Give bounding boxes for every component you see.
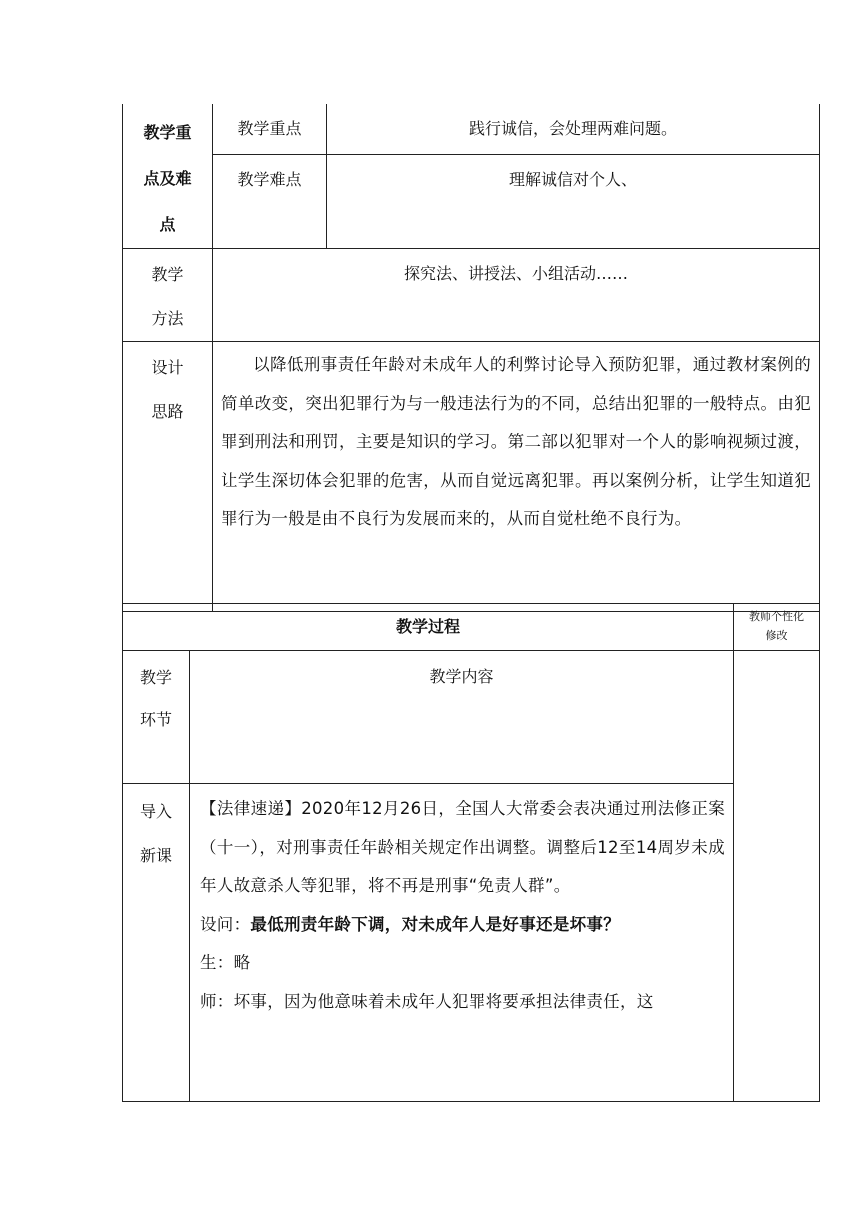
method-label: 教学方法 [123,249,213,342]
design-value [213,342,820,612]
question-prefix: 设问： [200,914,251,934]
legal-news-paragraph: 【法律速递】2020年12月26日，全国人大常委会表决通过刑法修正案（十一），对刑事责任年龄相关规定作出调整。调整后12至14周岁未成年人故意杀人等犯罪，将不再是刑事“免责人群”。 [200,799,726,895]
student-answer: 生：略 [200,953,251,972]
teacher-note-header: 教师个性化修改 [734,604,820,651]
process-title: 教学过程 [123,604,734,651]
question-text: 最低刑责年龄下调，对未成年人是好事还是坏事？ [250,914,621,934]
intro-stage: 导入新课 [123,784,190,1102]
intro-content [190,784,734,1102]
difficulty-label: 教学难点 [213,154,327,248]
stage-header: 教学环节 [123,651,190,784]
method-value: 探究法、讲授法、小组活动…… [213,249,820,342]
design-label: 设计思路 [123,342,213,612]
teaching-process-table [122,603,820,1102]
difficulty-value: 理解诚信对个人、 [327,154,820,248]
content-header: 教学内容 [190,651,734,784]
design-text: 以降低刑事责任年龄对未成年人的利弊讨论导入预防犯罪，通过教材案例的简单改变，突出犯罪行为与一般违法行为的不同，总结出犯罪的一般特点。由犯罪到刑法和刑罚，主要是知识的学习。第二部以犯罪对一个人的影响视频过渡，让学生深切体会犯罪的危害，从而自觉远离犯罪。再以案例分析，让学生知道犯罪行为一般是由不良行为发展而来的，从而自觉杜绝不良行为。 [221,355,811,529]
key-point-value: 践行诚信，会处理两难问题。 [327,104,820,154]
question-line [200,906,725,945]
teacher-note-cell [734,651,820,1102]
key-point-label: 教学重点 [213,104,327,154]
teacher-answer: 师：坏事，因为他意味着未成年人犯罪将要承担法律责任，这 [200,991,654,1011]
lesson-info-table [122,104,820,612]
key-points-label: 教学重点及难点 [123,104,213,249]
